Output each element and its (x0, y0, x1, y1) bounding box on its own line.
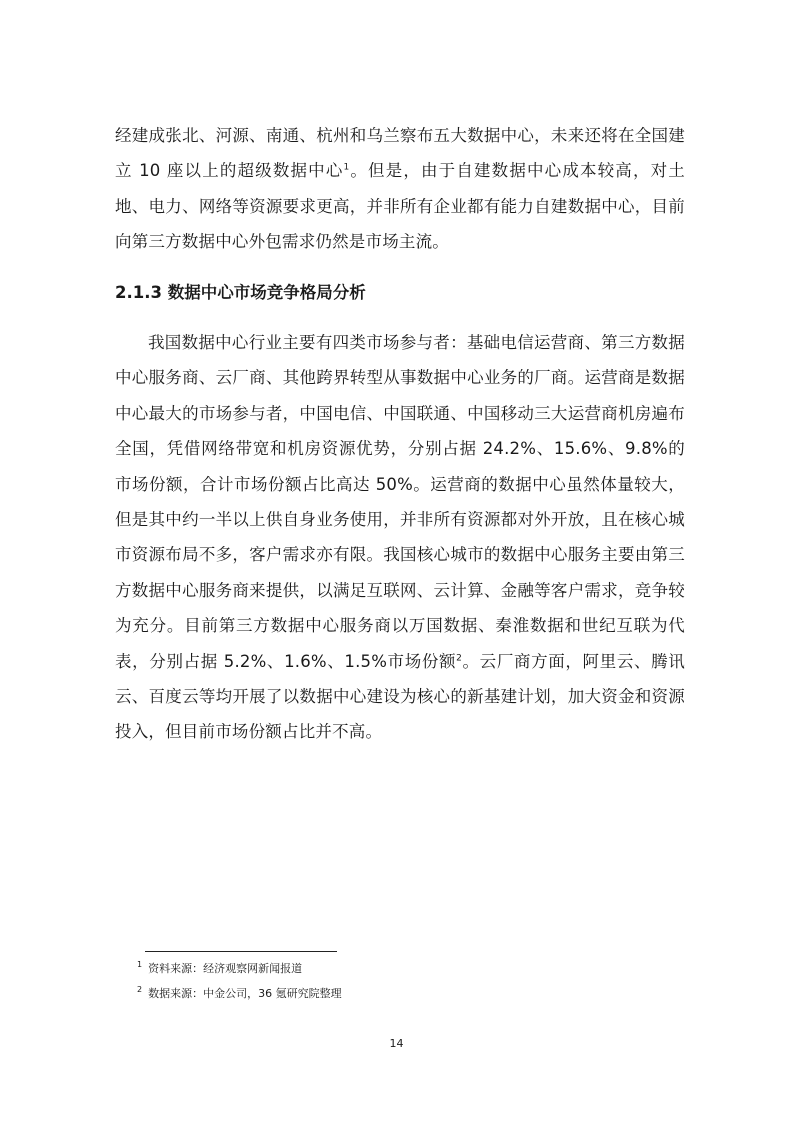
body-paragraph-1 (115, 118, 685, 260)
footnote-2-number: 2 (137, 985, 143, 995)
paragraph-1-text-b: 。但是，由于自建数据中心成本较高，对土地、电力、网络等资源要求更高，并非所有企业都有能力自建数据中心，目前向第三方数据中心外包需求仍然是市场主流。 (115, 161, 685, 252)
paragraph-2-text-a: 我国数据中心行业主要有四类市场参与者：基础电信运营商、第三方数据中心服务商、云厂商、其他跨界转型从事数据中心业务的厂商。运营商是数据中心最大的市场参与者，中国电信、中国联通、中国移动三大运营商机房遍布全国，凭借网络带宽和机房资源优势，分别占据 24.2%、15.6%、9.8%的市场份额，合计市场份额占比高达 50%。运营商的数据中心虽然体量较大，但是其中约一半以上供自身业务使用，并非所有资源都对外开放，且在核心城市资源布局不多，客户需求亦有限。我国核心城市的数据中心服务主要由第三方数据中心服务商来提供，以满足互联网、云计算、金融等客户需求，竞争较为充分。目前第三方数据中心服务商以万国数据、秦淮数据和世纪互联为代表，分别占据 5.2%、1.6%、1.5%市场份额 (115, 333, 685, 671)
body-paragraph-2 (115, 325, 685, 750)
footnote-1 (137, 961, 302, 977)
page-number: 14 (389, 1037, 404, 1050)
footnote-1-number: 1 (137, 960, 143, 970)
paragraph-1-text-a: 经建成张北、河源、南通、杭州和乌兰察布五大数据中心，未来还将在全国建立 10 座以上的超级数据中心 (115, 126, 685, 181)
footnote-2-text: 数据来源：中金公司，36 氪研究院整理 (148, 987, 342, 1000)
footnote-ref-1[interactable]: 1 (343, 162, 350, 173)
footnote-ref-2[interactable]: 2 (456, 653, 463, 664)
paragraph-2-text-b: 。云厂商方面，阿里云、腾讯云、百度云等均开展了以数据中心建设为核心的新基建计划，加大资金和资源投入，但目前市场份额占比并不高。 (115, 651, 685, 742)
section-heading: 2.1.3 数据中心市场竞争格局分析 (115, 283, 366, 302)
footnote-1-text: 资料来源：经济观察网新闻报道 (148, 962, 303, 975)
footnote-divider (145, 951, 337, 952)
footnote-2 (137, 986, 342, 1002)
